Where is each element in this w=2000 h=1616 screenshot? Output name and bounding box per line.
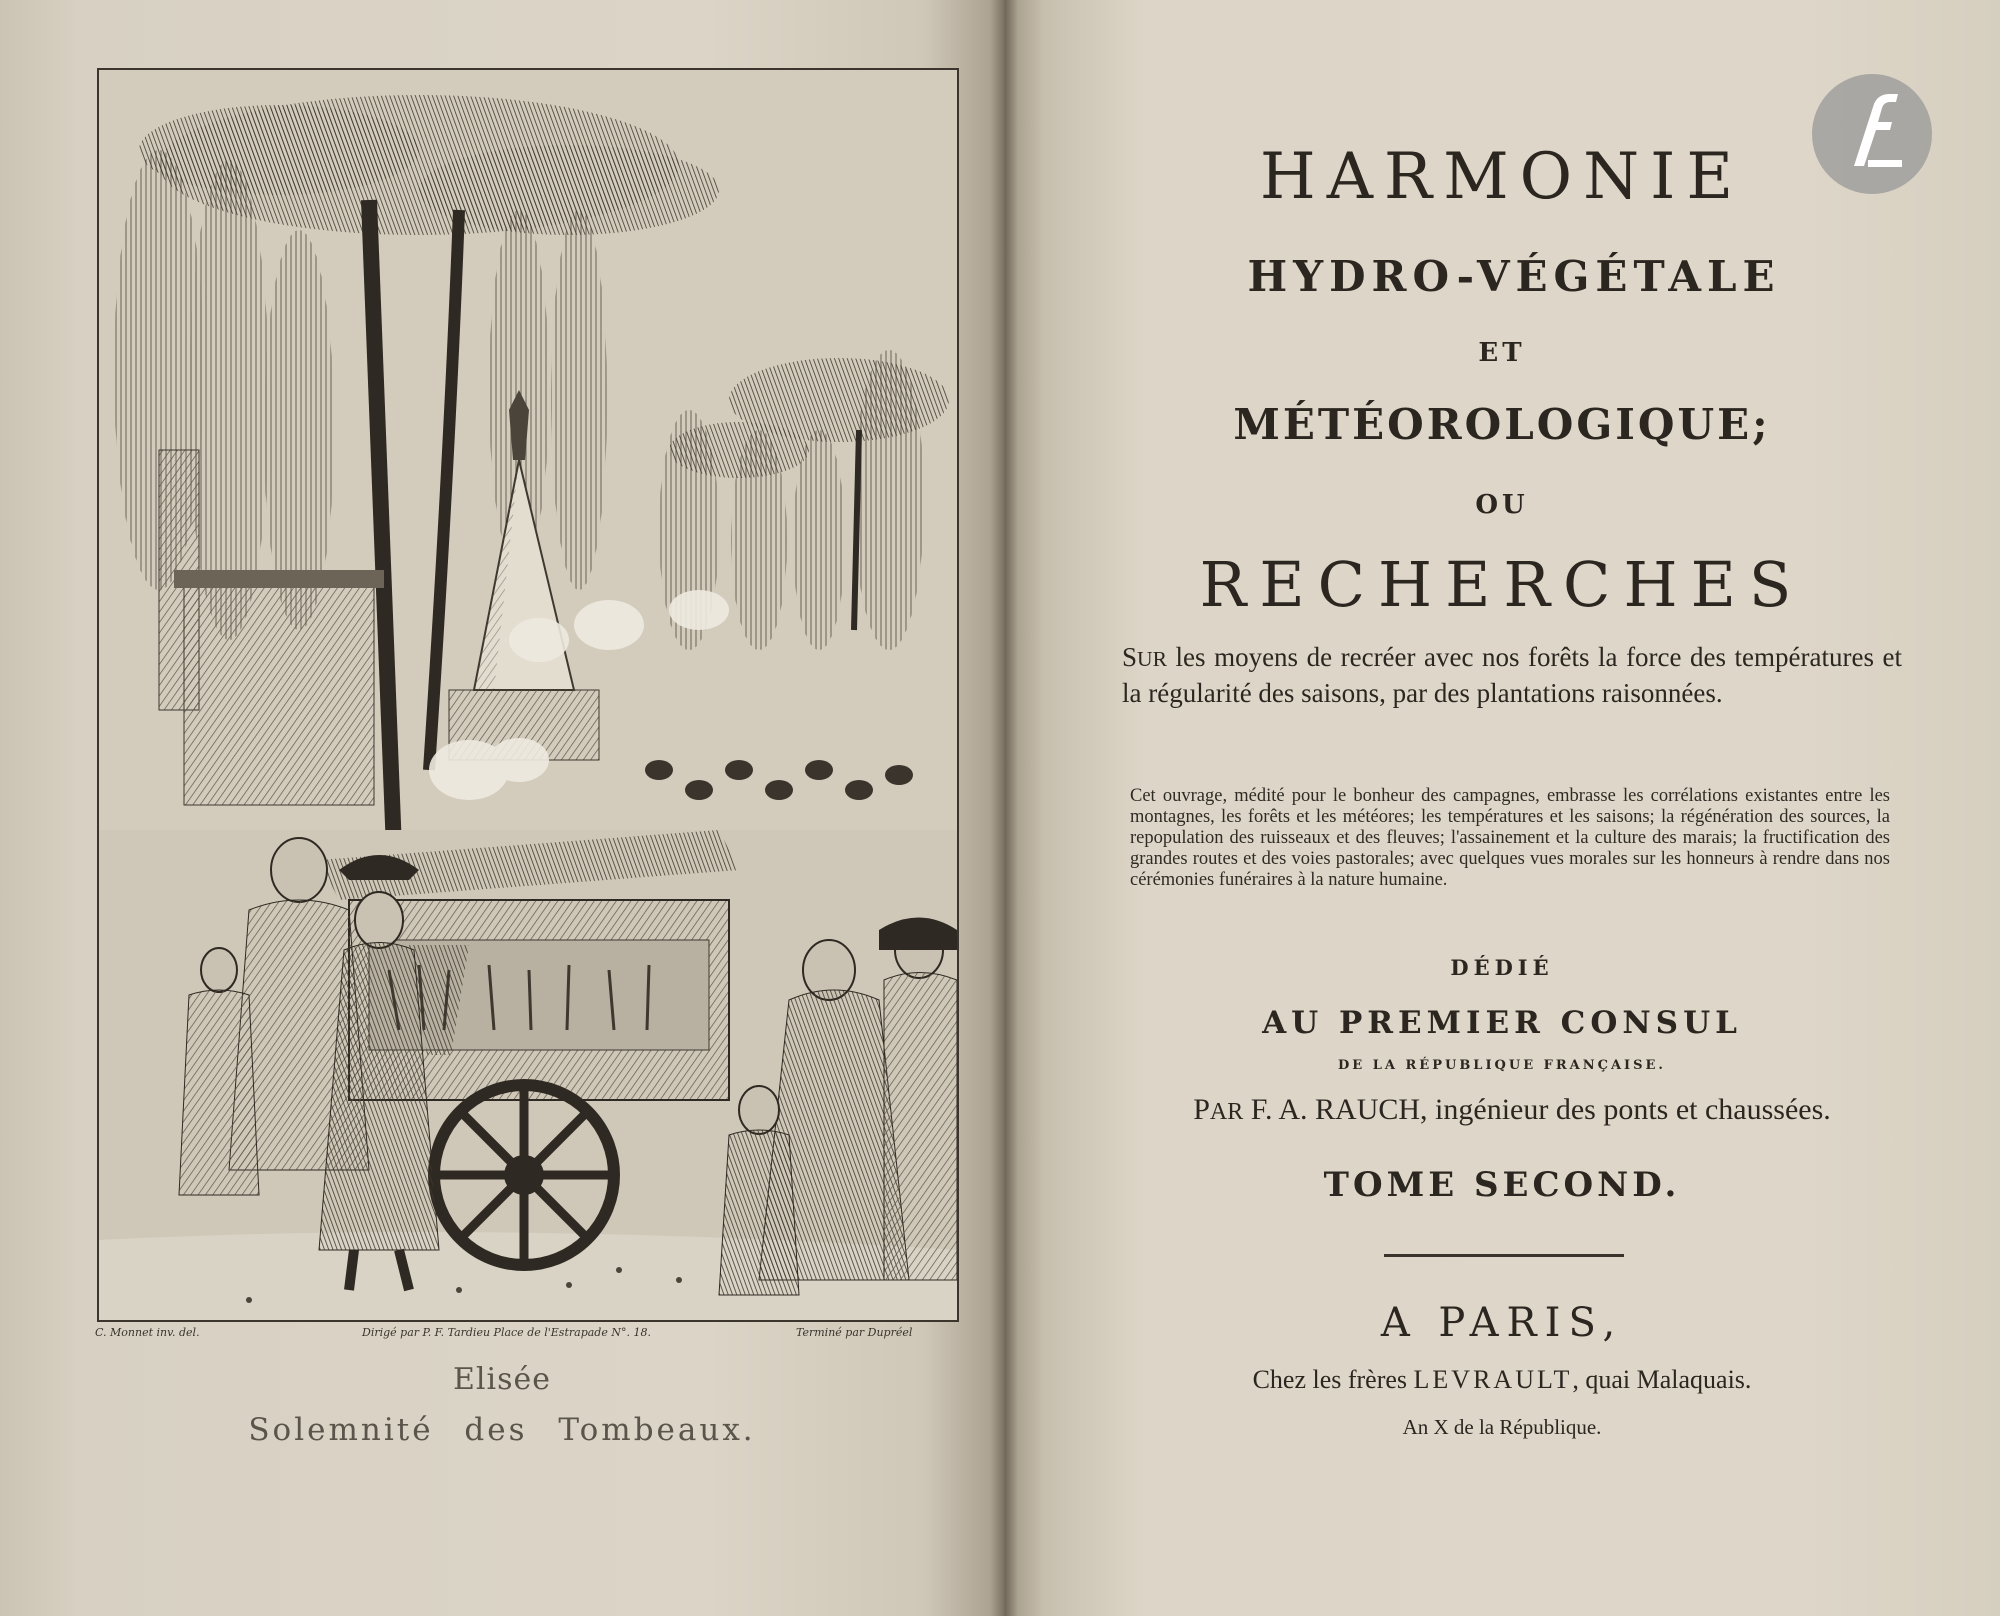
publisher-name: LEVRAULT	[1413, 1365, 1573, 1394]
imprint-date: An X de la République.	[1402, 1415, 1602, 1439]
book-gutter	[990, 0, 1018, 1616]
credit-designer: C. Monnet inv. del.	[95, 1326, 200, 1339]
book-alt-title: RECHERCHES	[1199, 548, 1805, 621]
conjunction-et: ET	[1478, 338, 1526, 368]
credit-director: Dirigé par P. F. Tardieu Place de l'Estrapade N°. 18.	[362, 1326, 651, 1339]
conjunction-ou: OU	[1475, 490, 1529, 520]
divider-rule	[1384, 1254, 1624, 1257]
publisher-address: , quai Malaquais.	[1572, 1365, 1752, 1394]
plate-caption-title: Elisée	[453, 1362, 551, 1397]
engraving-illustration	[99, 70, 957, 1320]
auction-house-logo	[1812, 74, 1932, 194]
right-page-title	[1004, 0, 2000, 1616]
dedication-label: DÉDIÉ	[1450, 955, 1554, 980]
description-smallcaps: UR	[1137, 647, 1168, 671]
book-summary: Cet ouvrage, médité pour le bonheur des campagnes, embrasse les corrélations existantes entre les montagnes, les forêts et les météores; les températures et les saisons; la régénération des sources, la repopulation des ruisseaux et des fleuves; l'assainement et la culture des marais; la fructification des grandes routes et des voies pastorales; avec quelques vues morales sur les honneurs à rendre dans nos cérémonies funéraires à la nature humaine.	[1130, 786, 1890, 890]
book-subtitle-meteo: MÉTÉOROLOGIQUE;	[1233, 400, 1771, 449]
imprint-place: A PARIS,	[1380, 1300, 1624, 1346]
plate-caption-subtitle: Solemnité des Tombeaux.	[248, 1412, 756, 1448]
author-initial: P	[1193, 1093, 1210, 1126]
description-text: les moyens de recréer avec nos forêts la force des températures et la régularité des saisons, par des plantations raisonnées.	[1122, 642, 1902, 708]
dedicatee-republic: DE LA RÉPUBLIQUE FRANÇAISE.	[1338, 1058, 1666, 1073]
book-subtitle: HYDRO-VÉGÉTALE	[1247, 252, 1781, 301]
imprint-publisher	[1004, 1365, 2000, 1395]
dedicatee: AU PREMIER CONSUL	[1262, 1005, 1742, 1041]
f-logo-icon	[1812, 74, 1932, 194]
author-smallcaps: AR	[1209, 1099, 1244, 1125]
author-line	[1014, 1093, 2000, 1127]
book-description	[1122, 640, 1902, 710]
volume-label: TOME SECOND.	[1323, 1165, 1681, 1205]
author-name: F. A. RAUCH, ingénieur des ponts et chaussées.	[1243, 1093, 1831, 1126]
book-title: HARMONIE	[1259, 140, 1745, 214]
credit-engraver: Terminé par Dupréel	[796, 1326, 913, 1339]
engraving-plate	[97, 68, 959, 1322]
publisher-prefix: Chez les frères	[1252, 1365, 1414, 1394]
description-initial: S	[1122, 642, 1138, 672]
